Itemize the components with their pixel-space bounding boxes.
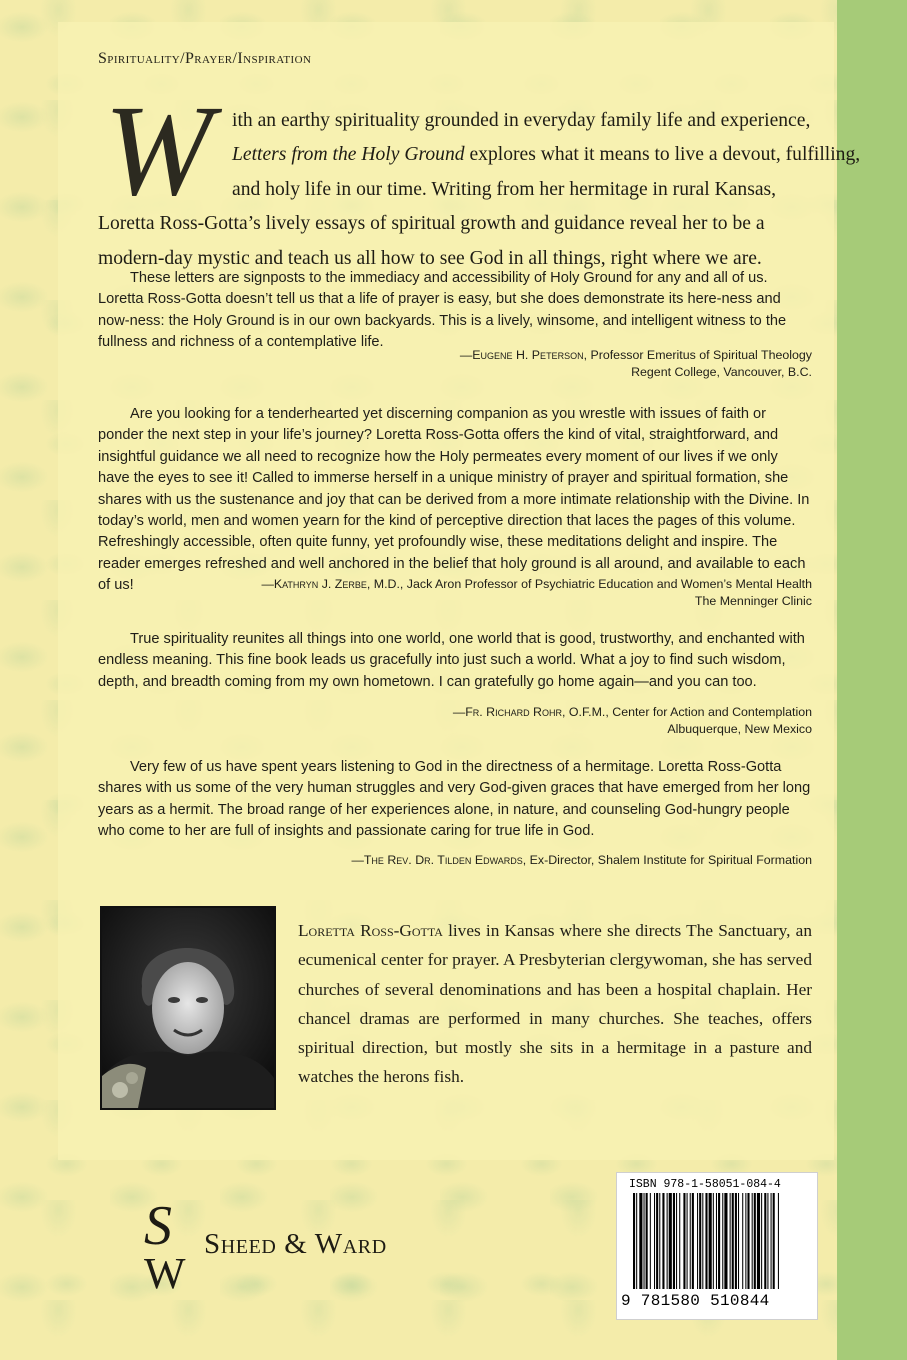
barcode-bar <box>773 1193 775 1289</box>
svg-text:S: S <box>144 1195 172 1257</box>
barcode-bar <box>692 1193 694 1289</box>
publisher-logo <box>138 1196 198 1296</box>
book-title: Letters from the Holy Ground <box>232 144 465 166</box>
endorser-name: —Fr. Richard Rohr <box>452 705 562 719</box>
barcode-bar <box>742 1193 743 1289</box>
barcode-bar <box>738 1193 739 1289</box>
endorsement-text: Are you looking for a tenderhearted yet discerning companion as you wrestle with issues of faith or ponder the next step in your life’s journey? Loretta Ross-Gotta offers the kind of vital, straightforward, and insightful guidance we all need to recognize how the Holy permeates every moment of our lives if we only have the eyes to see it! Called to immerse herself in a unique ministry of prayer and spiritual formation, she shares with us the sustenance and joy that can be derived from a more intimate relationship with the Divine. In today’s world, men and women yearn for the kind of perceptive direction that laces the pages of this volume. Refreshingly accessible, often quite funny, yet profoundly wise, these meditations delight and inspire. The reader emerges refreshed and well anchored in the belief that holy ground is all around, and available to each of us! <box>98 406 810 594</box>
barcode-bar <box>654 1193 655 1289</box>
barcode-bar <box>764 1193 766 1289</box>
barcode-bar <box>713 1193 714 1289</box>
endorser-title: , O.F.M., Center for Action and Contemplation <box>562 705 812 719</box>
barcode-bar <box>662 1193 664 1289</box>
svg-text:W: W <box>144 1249 186 1298</box>
barcode-bar <box>644 1193 645 1289</box>
barcode-bar <box>673 1193 675 1289</box>
barcode-bar <box>761 1193 762 1289</box>
intro-line: ith an earthy spirituality grounded in everyday family life and experience, <box>232 110 811 131</box>
endorsement-quote <box>98 268 812 354</box>
endorsement-attribution <box>351 852 812 869</box>
barcode-bar <box>732 1193 734 1289</box>
barcode-bar <box>709 1193 712 1289</box>
publisher-name: Sheed & Ward <box>204 1228 387 1260</box>
barcode-bar <box>722 1193 723 1289</box>
endorser-name: —Eugene H. Peterson <box>459 348 584 362</box>
barcode-bar <box>690 1193 691 1289</box>
barcode-bar <box>683 1193 685 1289</box>
barcode-bar <box>667 1193 668 1289</box>
intro-line: Letters from the Holy Ground explores what it means to live a devout, fulfilling, <box>232 144 861 166</box>
barcode-bar <box>757 1193 760 1289</box>
endorsement-text: Very few of us have spent years listening to God in the directness of a hermitage. Loretta Ross-Gotta shares with us some of the very human struggles and very God-given graces that have emerged from her long years as a hermit. The broad range of her experiences alone, in nature, and counseling God-hungry people who come to her are full of insights and passionate caring for true life in God. <box>98 759 811 840</box>
intro-paragraph <box>98 104 861 276</box>
barcode-bars <box>625 1193 809 1291</box>
category-label: Spirituality/Prayer/Inspiration <box>98 50 312 67</box>
barcode-bar <box>716 1193 717 1289</box>
barcode-bar <box>767 1193 768 1289</box>
barcode-digits: 9 781580 510844 <box>621 1292 770 1310</box>
barcode-bar <box>639 1193 642 1289</box>
barcode-bar <box>745 1193 746 1289</box>
barcode-bar <box>659 1193 660 1289</box>
intro-line: Loretta Ross-Gotta’s lively essays of spiritual growth and guidance reveal her to be a <box>98 213 765 235</box>
endorser-title: , M.D., Jack Aron Professor of Psychiatric Education and Women’s Mental Health <box>366 577 812 591</box>
barcode-bar <box>636 1193 637 1289</box>
author-name: Loretta Ross-Gotta <box>298 921 443 940</box>
endorsement-attribution <box>261 576 812 610</box>
barcode-bar <box>724 1193 727 1289</box>
green-spine-strip <box>837 0 907 1360</box>
isbn-barcode <box>616 1172 818 1320</box>
barcode-bar <box>747 1193 749 1289</box>
barcode-bar <box>669 1193 672 1289</box>
barcode-bar <box>718 1193 720 1289</box>
intro-line: modern-day mystic and teach us all how to see God in all things, right where we are. <box>98 247 762 269</box>
author-portrait-image <box>102 908 274 1108</box>
endorsement-text: True spirituality reunites all things into one world, one world that is good, trustworthy, and enchanted with endless meaning. This fine book leads us gracefully into just such a world. What a joy to find such wisdom, depth, and breadth coming from my own hometown. I can gratefully go home again—and you can too. <box>98 631 805 690</box>
barcode-bar <box>676 1193 677 1289</box>
barcode-bar <box>699 1193 701 1289</box>
endorser-title: , Ex-Director, Shalem Institute for Spiritual Formation <box>522 853 812 867</box>
barcode-bar <box>730 1193 731 1289</box>
isbn-number: ISBN 978-1-58051-084-4 <box>629 1178 781 1191</box>
endorsement-attribution <box>460 347 812 381</box>
endorsement-quote <box>98 757 812 843</box>
endorser-title: , Professor Emeritus of Spiritual Theology <box>583 348 812 362</box>
drop-cap-letter: W <box>104 79 213 223</box>
endorser-name: —Kathryn J. Zerbe <box>261 577 367 591</box>
author-photo <box>100 906 276 1110</box>
intro-line: and holy life in our time. Writing from her hermitage in rural Kansas, <box>232 178 777 200</box>
barcode-bar <box>752 1193 753 1289</box>
endorsement-quote <box>98 629 812 693</box>
barcode-bar <box>705 1193 707 1289</box>
barcode-bar <box>656 1193 658 1289</box>
barcode-bar <box>754 1193 756 1289</box>
barcode-bar <box>778 1193 779 1289</box>
barcode-bar <box>679 1193 680 1289</box>
endorser-affiliation: Albuquerque, New Mexico <box>667 721 812 736</box>
endorser-name: —The Rev. Dr. Tilden Edwards <box>351 853 523 867</box>
barcode-bar <box>735 1193 737 1289</box>
author-bio <box>298 916 812 1092</box>
endorsement-quote <box>98 404 812 597</box>
endorser-affiliation: Regent College, Vancouver, B.C. <box>631 364 812 379</box>
barcode-bar <box>697 1193 698 1289</box>
endorsement-attribution <box>453 704 812 738</box>
barcode-bar <box>646 1193 648 1289</box>
endorser-affiliation: The Menninger Clinic <box>694 593 812 608</box>
barcode-bar <box>702 1193 703 1289</box>
barcode-bar <box>687 1193 688 1289</box>
barcode-bar <box>771 1193 772 1289</box>
barcode-bar <box>633 1193 635 1289</box>
endorsement-text: These letters are signposts to the immediacy and accessibility of Holy Ground for any and all of us. Loretta Ross-Gotta doesn’t tell us that a life of prayer is easy, but she does demonstrate its here-ness and now-ness: the Holy Ground is in our own backyards. This is a lively, winsome, and intelligent witness to the fullness and richness of a contemplative life. <box>98 270 787 351</box>
author-bio-text: lives in Kansas where she directs The Sanctuary, an ecumenical center for prayer. A Presbyterian clergywoman, she has served churches of several denominations and has been a hospital chaplain. Her chancel dramas are performed in many churches. She teaches, offers spiritual direction, but mostly she sits in a hermitage in a pasture and watches the herons fish. <box>298 921 812 1087</box>
barcode-bar <box>650 1193 651 1289</box>
